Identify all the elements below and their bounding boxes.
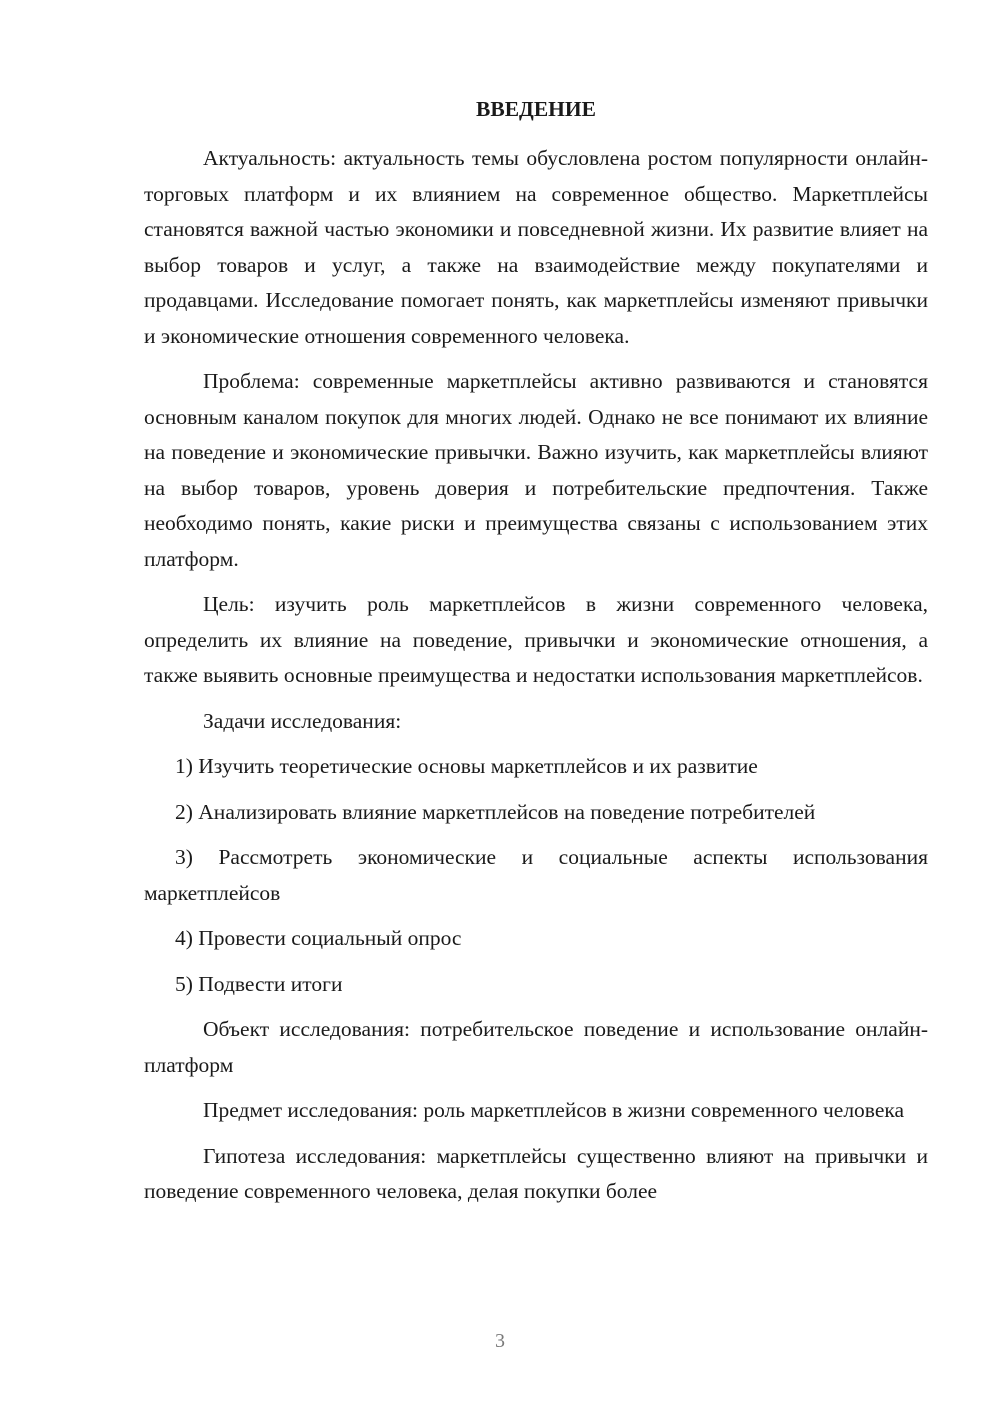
task-item: 3) Рассмотреть экономические и социальные аспекты использования маркетплейсов bbox=[144, 845, 928, 905]
task-item: 2) Анализировать влияние маркетплейсов на поведение потребителей bbox=[175, 799, 816, 824]
paragraph-subject: Предмет исследования: роль маркетплейсов в жизни современного человека bbox=[203, 1098, 905, 1122]
paragraph-hypothesis: Гипотеза исследования: маркетплейсы существенно влияют на привычки и поведение современного человека, делая покупки более bbox=[144, 1143, 928, 1203]
task-item: 4) Провести социальный опрос bbox=[175, 926, 462, 950]
task-item: 5) Подвести итоги bbox=[175, 971, 343, 996]
paragraph-goal: Цель: изучить роль маркетплейсов в жизни современного человека, определить их влияние на поведение, привычки и экономические отношения, а также выявить основные преимущества и недостатки использования маркетплейсов. bbox=[144, 592, 928, 687]
task-item: 1) Изучить теоретические основы маркетплейсов и их развитие bbox=[175, 754, 758, 778]
section-title: ВВЕДЕНИЕ bbox=[476, 97, 596, 121]
paragraph-problem: Проблема: современные маркетплейсы активно развиваются и становятся основным каналом покупок для многих людей. Однако не все понимают их влияние на поведение и экономические привычки. Важно изучить, как маркетплейсы влияют на выбор товаров, уровень доверия и потребительские предпочтения. Также необходимо понять, какие риски и преимущества связаны с использованием этих платформ. bbox=[144, 369, 928, 571]
page-number: 3 bbox=[495, 1330, 505, 1352]
paragraph-tasks-heading: Задачи исследования: bbox=[203, 708, 402, 733]
paragraph-object: Объект исследования: потребительское поведение и использование онлайн-платформ bbox=[144, 1017, 928, 1077]
document-body bbox=[144, 92, 928, 1220]
paragraph-relevance: Актуальность: актуальность темы обусловлена ростом популярности онлайн-торговых платформ и их влиянием на современное общество. Маркетплейсы становятся важной частью экономики и повседневной жизни. Их развитие влияет на выбор товаров и услуг, а также на взаимодействие между покупателями и продавцами. Исследование помогает понять, как маркетплейсы изменяют привычки и экономические отношения современного человека. bbox=[144, 146, 928, 348]
